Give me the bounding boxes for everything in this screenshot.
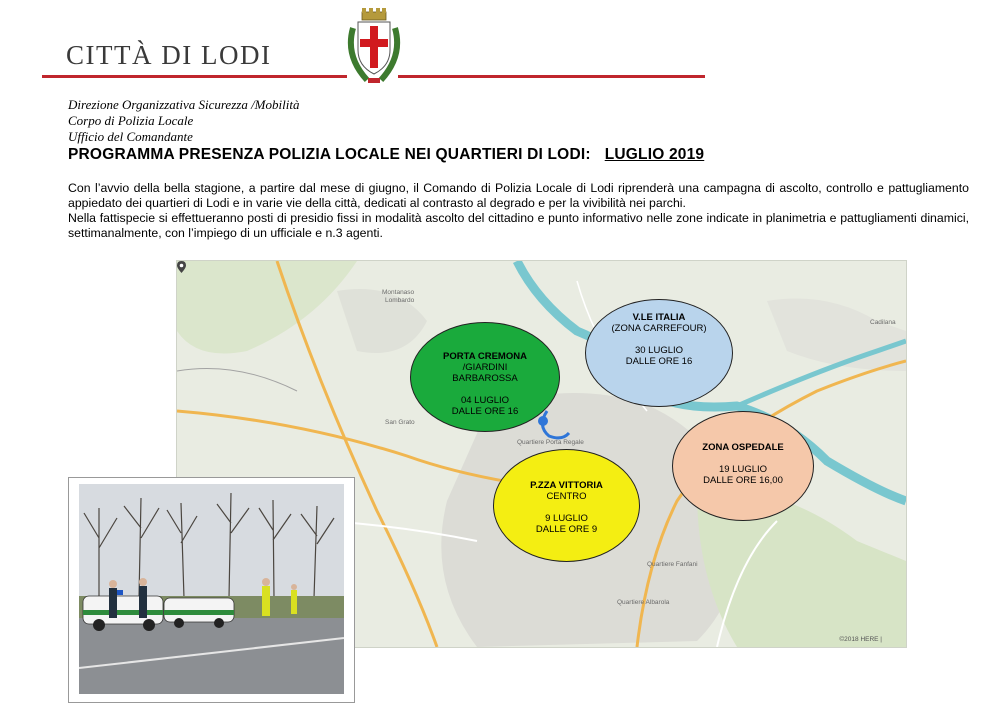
header-divider-left bbox=[42, 75, 347, 78]
zone-date: 19 LUGLIO bbox=[718, 464, 768, 475]
zone-subtitle: CENTRO bbox=[546, 491, 587, 502]
zone-ospedale bbox=[672, 411, 814, 521]
details-paragraph: Nella fattispecie si effettueranno posti di presidio fissi in modalità ascolto del cittadino e punto informativo nelle zone indicate in planimetria e pattugliamenti dinamici, settimanalmente, con l’impiego di un ufficiale e n.3 agenti. bbox=[68, 211, 969, 240]
map-label-fanfani: Quartiere Fanfani bbox=[647, 561, 698, 568]
city-logo-text: CITTÀ DI LODI bbox=[66, 40, 272, 70]
photo-illustration bbox=[69, 478, 354, 702]
zone-time: DALLE ORE 16 bbox=[451, 406, 519, 417]
zone-name: P.ZZA VITTORIA bbox=[530, 480, 603, 491]
header-divider-right bbox=[398, 75, 705, 78]
map-label-albarola: Quartiere Albarola bbox=[617, 599, 670, 606]
zone-subtitle: BARBAROSSA bbox=[452, 373, 518, 384]
zone-date: 04 LUGLIO bbox=[460, 395, 510, 406]
zone-subtitle: (ZONA CARREFOUR) bbox=[611, 323, 707, 334]
title-month: LUGLIO 2019 bbox=[604, 146, 705, 163]
zone-time: DALLE ORE 9 bbox=[535, 524, 598, 535]
zone-name: ZONA OSPEDALE bbox=[702, 442, 784, 453]
map-label-san-grato: San Grato bbox=[385, 419, 415, 426]
zone-name: PORTA CREMONA bbox=[443, 351, 527, 362]
map-label-montanaso: Montanaso bbox=[382, 289, 415, 296]
map-copyright: ©2018 HERE | bbox=[839, 636, 882, 643]
zone-piazza-vittoria bbox=[493, 449, 640, 562]
location-pin-icon bbox=[177, 261, 186, 273]
title-text: PROGRAMMA PRESENZA POLIZIA LOCALE NEI QUARTIERI DI LODI: bbox=[68, 146, 591, 163]
zone-date: 30 LUGLIO bbox=[634, 345, 684, 356]
page-title bbox=[68, 146, 704, 164]
zone-time: DALLE ORE 16 bbox=[625, 356, 693, 367]
zone-porta-cremona bbox=[410, 322, 560, 432]
zone-subtitle: /GIARDINI bbox=[462, 362, 508, 373]
police-checkpoint-photo bbox=[68, 477, 355, 703]
office-commander: Ufficio del Comandante bbox=[68, 129, 193, 144]
zone-viale-italia bbox=[585, 299, 733, 407]
zone-name: V.LE ITALIA bbox=[632, 312, 686, 323]
zone-date: 9 LUGLIO bbox=[545, 513, 588, 524]
zone-time: DALLE ORE 16,00 bbox=[703, 475, 783, 486]
map-label-lombardo: Lombardo bbox=[385, 297, 415, 304]
office-corps: Corpo di Polizia Locale bbox=[68, 113, 194, 128]
map-label-cadilana: Cadilana bbox=[870, 319, 896, 326]
coat-of-arms-icon bbox=[343, 6, 405, 86]
office-direction: Direzione Organizzativa Sicurezza /Mobilità bbox=[68, 97, 300, 112]
intro-paragraph: Con l’avvio della bella stagione, a partire dal mese di giugno, il Comando di Polizia Locale di Lodi riprenderà una campagna di ascolto, controllo e pattugliamento appiedato dei quartieri di Lodi e in varie vie della città, dedicati al contrasto al degrado e per la vivibilità nei parchi. bbox=[68, 181, 969, 210]
map-label-porta-regale: Quartiere Porta Regale bbox=[517, 439, 584, 446]
